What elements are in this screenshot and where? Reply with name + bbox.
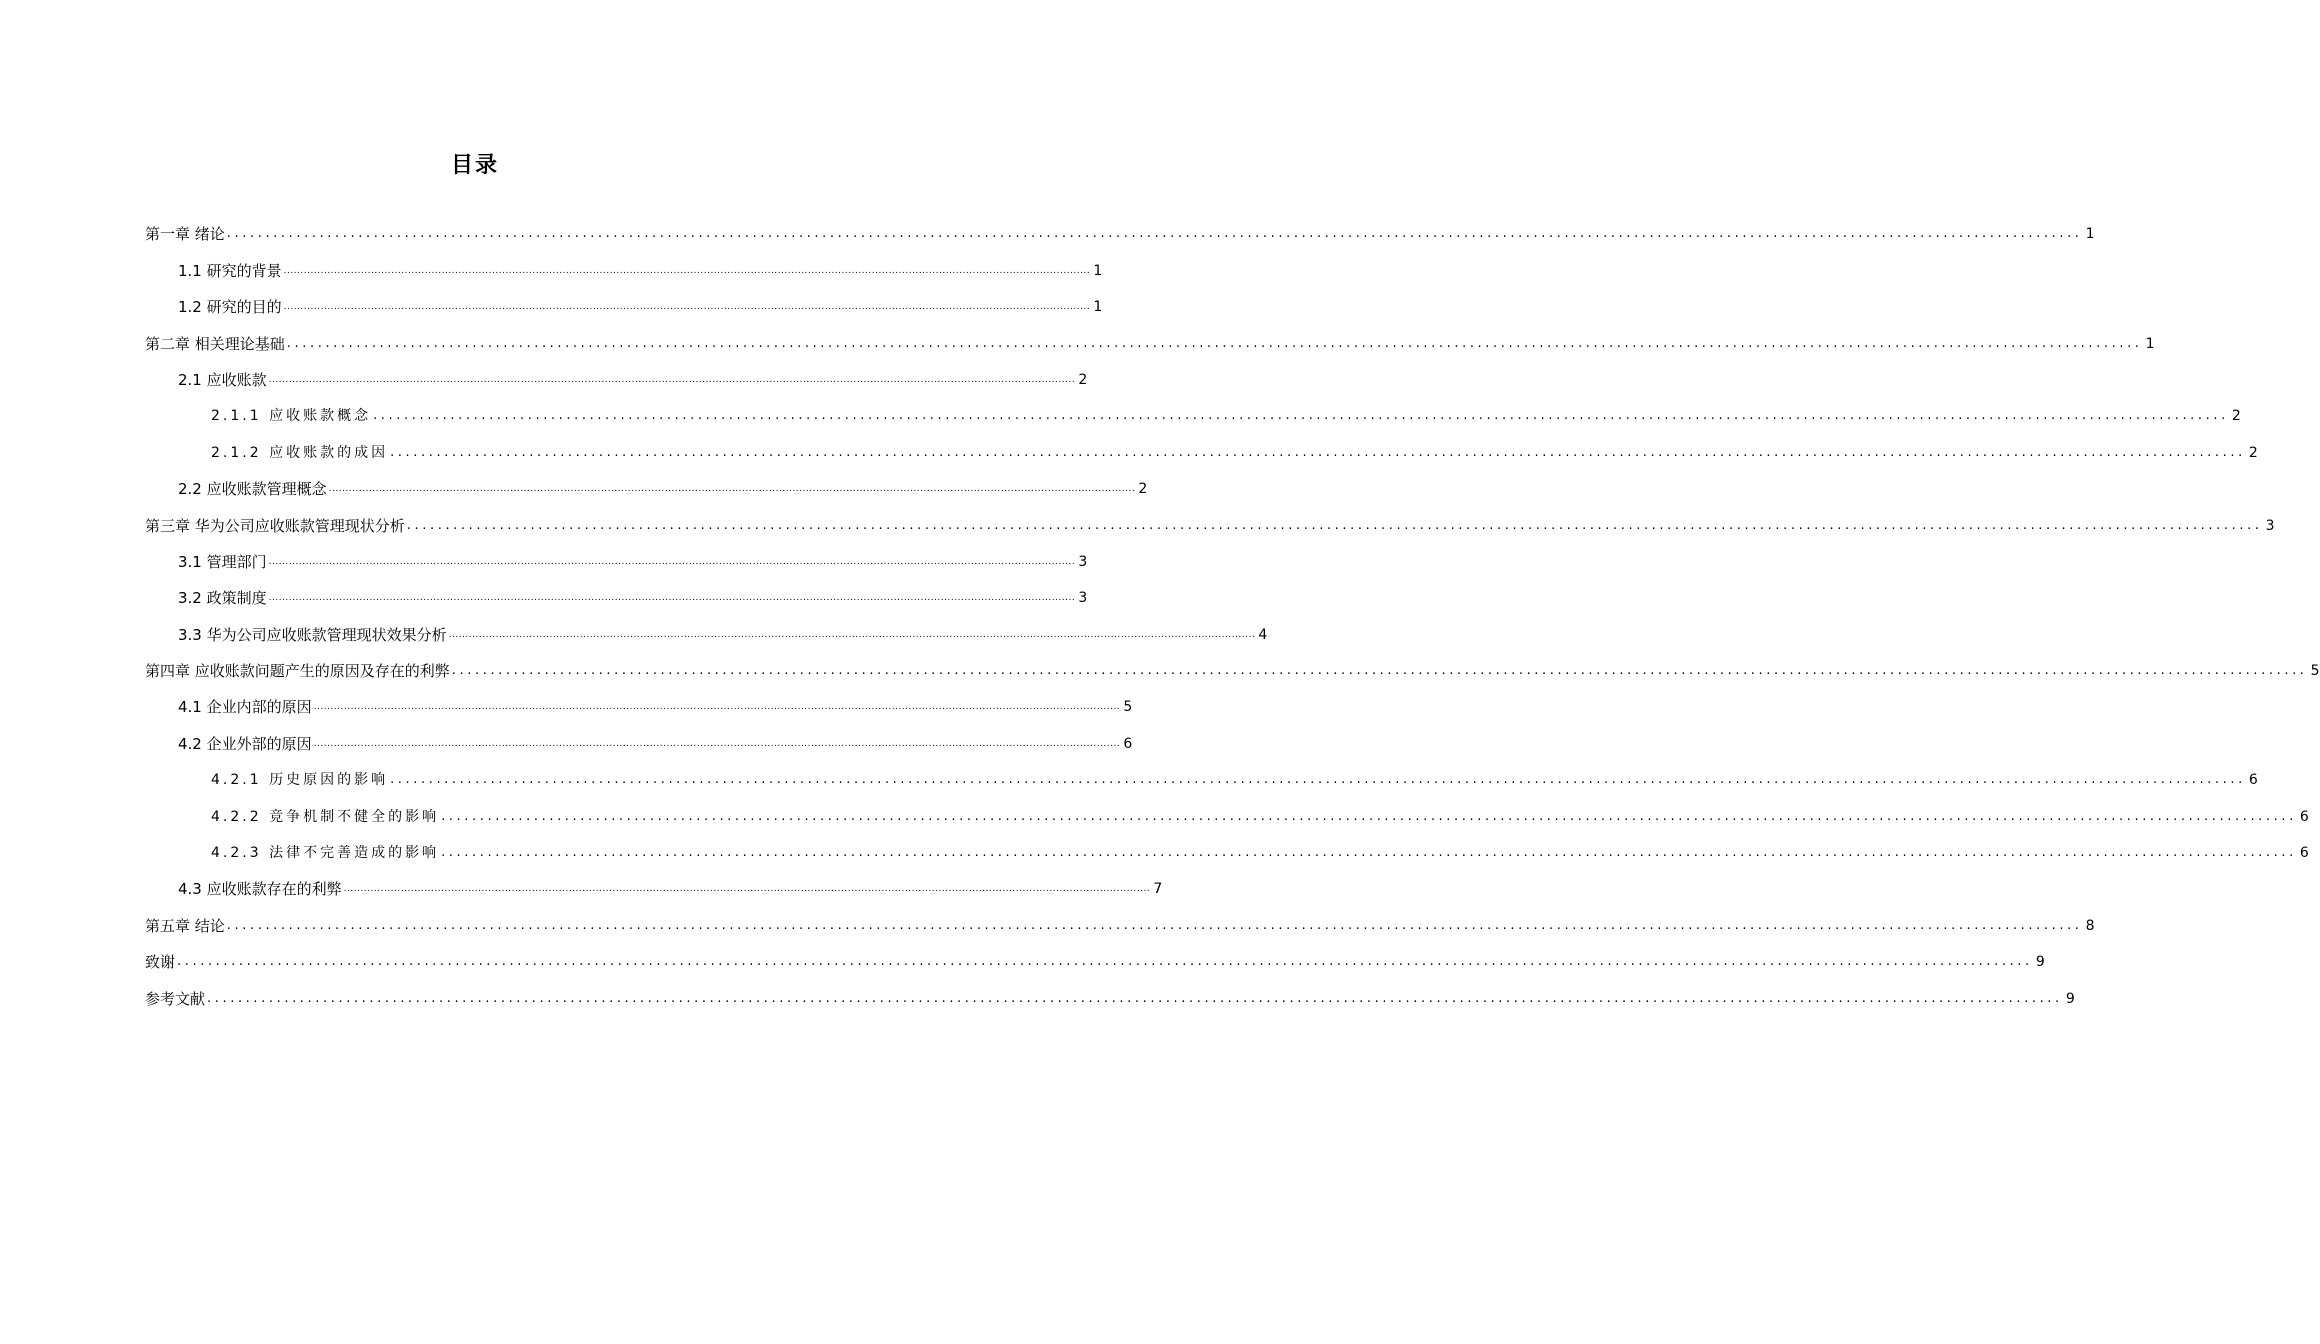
dot-leader: ................................................................................................................................................................................................................................................ (451, 663, 2308, 679)
toc-entry-page-number: 6 (2299, 808, 2309, 825)
toc-entry-page-number: 3 (2265, 517, 2275, 534)
toc-entry[interactable] (145, 650, 2320, 686)
toc-entry-label: 4.2.1 历史原因的影响 (211, 772, 389, 789)
toc-entry[interactable] (145, 286, 1103, 322)
toc-entry-label: 2.1.1 应收账款概念 (211, 408, 372, 425)
toc-entry[interactable] (145, 249, 1103, 285)
toc-entry-label: 第五章 结论 (145, 916, 225, 935)
toc-entry-page-number: 1 (2145, 335, 2155, 352)
toc-entry-page-number: 1 (1093, 299, 1103, 316)
toc-entry-page-number: 6 (2248, 772, 2258, 789)
toc-entry-page-number: 6 (2299, 845, 2309, 862)
dot-leader: ................................................................................................................................................................................................................................................ (268, 374, 1076, 385)
toc-entry[interactable] (145, 722, 1133, 758)
toc-entry-label: 第二章 相关理论基础 (145, 334, 285, 353)
toc-entry-page-number: 2 (1138, 481, 1148, 498)
toc-entry[interactable] (145, 977, 2075, 1013)
toc-entry-label: 第三章 华为公司应收账款管理现状分析 (145, 516, 405, 535)
toc-entry[interactable] (145, 941, 2045, 977)
toc-entry[interactable] (145, 795, 2309, 831)
dot-leader: ................................................................................................................................................................................................................................................ (226, 226, 2083, 242)
dot-leader: ................................................................................................................................................................................................................................................ (207, 990, 2063, 1006)
toc-entry[interactable] (145, 213, 2095, 249)
toc-entry[interactable] (145, 686, 1133, 722)
toc-entry[interactable] (145, 759, 2258, 795)
toc-entry-page-number: 8 (2085, 917, 2095, 934)
toc-entry-label: 第一章 绪论 (145, 225, 225, 244)
dot-leader: ................................................................................................................................................................................................................................................ (177, 954, 2033, 970)
toc-title: 目录 (450, 153, 499, 178)
toc-entry-label: 3.1 管理部门 (178, 552, 267, 571)
dot-leader: ................................................................................................................................................................................................................................................ (343, 884, 1151, 895)
toc-entry-label: 2.2 应收账款管理概念 (178, 480, 327, 499)
toc-entry[interactable] (145, 613, 1268, 649)
toc-entry-page-number: 7 (1153, 881, 1163, 898)
toc-entry-label: 4.2.2 竞争机制不健全的影响 (211, 808, 440, 825)
toc-entry-page-number: 9 (2035, 954, 2045, 971)
toc-list (145, 213, 2320, 1014)
toc-entry-page-number: 1 (1093, 262, 1103, 279)
dot-leader: ................................................................................................................................................................................................................................................ (313, 738, 1121, 749)
dot-leader: ................................................................................................................................................................................................................................................ (268, 556, 1076, 567)
toc-entry[interactable] (145, 577, 1088, 613)
toc-entry-label: 3.2 政策制度 (178, 589, 267, 608)
toc-entry-label: 第四章 应收账款问题产生的原因及存在的利弊 (145, 662, 450, 681)
dot-leader: ................................................................................................................................................................................................................................................ (406, 517, 2263, 533)
toc-entry-label: 4.2.3 法律不完善造成的影响 (211, 845, 440, 862)
toc-entry-page-number: 1 (2085, 226, 2095, 243)
dot-leader: ................................................................................................................................................................................................................................................ (390, 444, 2246, 460)
toc-entry-page-number: 4 (1258, 626, 1268, 643)
toc-entry[interactable] (145, 541, 1088, 577)
toc-entry-page-number: 3 (1078, 590, 1088, 607)
dot-leader: ................................................................................................................................................................................................................................................ (283, 302, 1091, 313)
toc-entry-page-number: 6 (1123, 735, 1133, 752)
toc-entry[interactable] (145, 322, 2155, 358)
dot-leader: ................................................................................................................................................................................................................................................ (286, 335, 2143, 351)
toc-entry[interactable] (145, 904, 2095, 940)
dot-leader: ................................................................................................................................................................................................................................................ (441, 808, 2297, 824)
toc-entry-label: 4.2 企业外部的原因 (178, 734, 312, 753)
dot-leader: ................................................................................................................................................................................................................................................ (448, 629, 1256, 640)
toc-entry-label: 2.1.2 应收账款的成因 (211, 444, 389, 461)
toc-entry-label: 2.1 应收账款 (178, 370, 267, 389)
toc-entry-page-number: 3 (1078, 553, 1088, 570)
dot-leader: ................................................................................................................................................................................................................................................ (226, 917, 2083, 933)
toc-entry-label: 1.2 研究的目的 (178, 298, 282, 317)
dot-leader: ................................................................................................................................................................................................................................................ (283, 265, 1091, 276)
toc-entry[interactable] (145, 395, 2241, 431)
toc-entry-page-number: 2 (2248, 444, 2258, 461)
toc-entry-label: 3.3 华为公司应收账款管理现状效果分析 (178, 625, 447, 644)
dot-leader: ................................................................................................................................................................................................................................................ (328, 484, 1136, 495)
toc-entry-label: 4.3 应收账款存在的利弊 (178, 880, 342, 899)
toc-entry-page-number: 9 (2065, 990, 2075, 1007)
toc-entry-label: 致谢 (145, 953, 176, 972)
toc-entry[interactable] (145, 504, 2275, 540)
toc-entry-label: 参考文献 (145, 989, 206, 1008)
toc-entry[interactable] (145, 359, 1088, 395)
dot-leader: ................................................................................................................................................................................................................................................ (373, 408, 2229, 424)
toc-entry[interactable] (145, 832, 2309, 868)
dot-leader: ................................................................................................................................................................................................................................................ (390, 772, 2246, 788)
toc-entry-label: 1.1 研究的背景 (178, 261, 282, 280)
dot-leader: ................................................................................................................................................................................................................................................ (313, 702, 1121, 713)
dot-leader: ................................................................................................................................................................................................................................................ (441, 845, 2297, 861)
toc-entry-page-number: 2 (1078, 371, 1088, 388)
dot-leader: ................................................................................................................................................................................................................................................ (268, 593, 1076, 604)
toc-entry-page-number: 5 (2310, 663, 2320, 680)
toc-entry-page-number: 2 (2231, 408, 2241, 425)
toc-entry[interactable] (145, 431, 2258, 467)
toc-entry[interactable] (145, 868, 1163, 904)
toc-entry-page-number: 5 (1123, 699, 1133, 716)
toc-entry[interactable] (145, 468, 1148, 504)
toc-entry-label: 4.1 企业内部的原因 (178, 698, 312, 717)
